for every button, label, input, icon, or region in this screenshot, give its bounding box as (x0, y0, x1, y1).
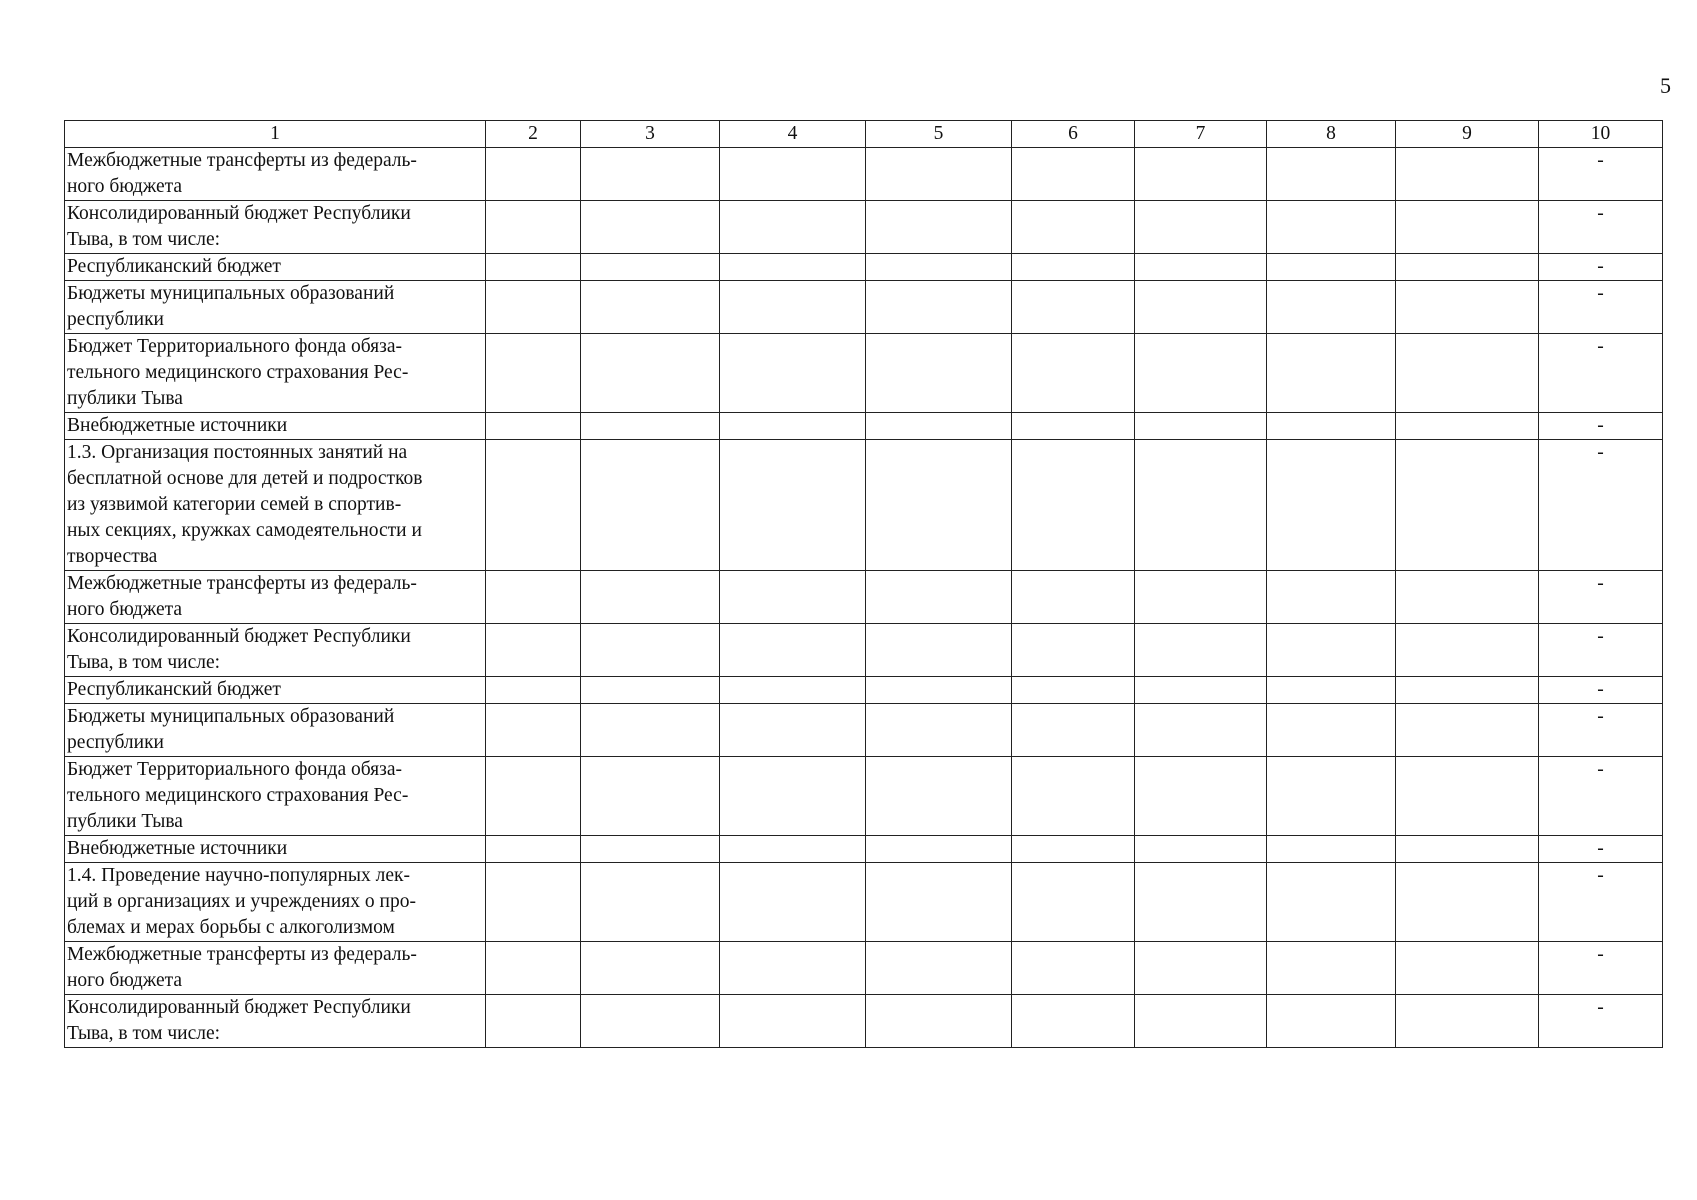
table-header-row (65, 121, 1663, 148)
row-description-line: Внебюджетные источники (67, 838, 288, 859)
row-description-line: Бюджеты муниципальных образований (67, 283, 395, 304)
empty-value-cell (486, 334, 581, 413)
empty-value-cell (486, 201, 581, 254)
column-10-value: - (1539, 413, 1663, 440)
empty-value-cell (486, 571, 581, 624)
empty-value-cell (1012, 995, 1135, 1048)
empty-value-cell (720, 201, 866, 254)
row-description-line: ного бюджета (67, 970, 183, 991)
table-row (65, 571, 1663, 624)
empty-value-cell (720, 281, 866, 334)
column-number-header: 7 (1135, 121, 1267, 148)
empty-value-cell (581, 281, 720, 334)
column-10-value: - (1539, 440, 1663, 571)
column-10-value: - (1539, 757, 1663, 836)
empty-value-cell (1012, 440, 1135, 571)
column-10-value: - (1539, 334, 1663, 413)
empty-value-cell (1135, 677, 1267, 704)
column-number-header: 8 (1267, 121, 1396, 148)
empty-value-cell (1135, 413, 1267, 440)
empty-value-cell (720, 254, 866, 281)
empty-value-cell (486, 863, 581, 942)
empty-value-cell (1396, 148, 1539, 201)
row-description-line: бесплатной основе для детей и подростков (67, 468, 423, 489)
column-number-header: 3 (581, 121, 720, 148)
empty-value-cell (581, 254, 720, 281)
row-description-line: публики Тыва (67, 388, 183, 409)
column-10-value: - (1539, 836, 1663, 863)
empty-value-cell (720, 624, 866, 677)
row-description-line: ций в организациях и учреждениях о про- (67, 891, 416, 912)
empty-value-cell (1267, 677, 1396, 704)
empty-value-cell (866, 281, 1012, 334)
row-description-line: ных секциях, кружках самодеятельности и (67, 520, 422, 541)
empty-value-cell (720, 863, 866, 942)
row-description-line: Республиканский бюджет (67, 679, 281, 700)
empty-value-cell (486, 254, 581, 281)
table-row (65, 863, 1663, 942)
table-row (65, 281, 1663, 334)
page-number: 5 (1660, 73, 1671, 98)
empty-value-cell (866, 148, 1012, 201)
empty-value-cell (720, 334, 866, 413)
empty-value-cell (1267, 704, 1396, 757)
column-number-header: 2 (486, 121, 581, 148)
empty-value-cell (1135, 836, 1267, 863)
row-description-line: Тыва, в том числе: (67, 652, 221, 673)
row-description-line: 1.3. Организация постоянных занятий на (67, 442, 408, 463)
row-description-line: Тыва, в том числе: (67, 229, 221, 250)
empty-value-cell (866, 704, 1012, 757)
empty-value-cell (1267, 281, 1396, 334)
empty-value-cell (720, 677, 866, 704)
row-description-line: Республиканский бюджет (67, 256, 281, 277)
row-description-line: ного бюджета (67, 176, 183, 197)
column-10-value: - (1539, 995, 1663, 1048)
empty-value-cell (486, 677, 581, 704)
empty-value-cell (581, 836, 720, 863)
empty-value-cell (1012, 757, 1135, 836)
row-description-line: Межбюджетные трансферты из федераль- (67, 573, 417, 594)
row-description (65, 942, 486, 995)
empty-value-cell (720, 413, 866, 440)
empty-value-cell (720, 942, 866, 995)
column-10-value: - (1539, 624, 1663, 677)
empty-value-cell (1135, 201, 1267, 254)
empty-value-cell (866, 254, 1012, 281)
empty-value-cell (1267, 995, 1396, 1048)
empty-value-cell (866, 836, 1012, 863)
empty-value-cell (1396, 836, 1539, 863)
empty-value-cell (866, 757, 1012, 836)
empty-value-cell (1012, 413, 1135, 440)
empty-value-cell (866, 863, 1012, 942)
empty-value-cell (1267, 863, 1396, 942)
row-description-line: тельного медицинского страхования Рес- (67, 362, 409, 383)
empty-value-cell (720, 571, 866, 624)
empty-value-cell (1012, 704, 1135, 757)
empty-value-cell (1396, 863, 1539, 942)
empty-value-cell (581, 413, 720, 440)
empty-value-cell (720, 704, 866, 757)
empty-value-cell (1396, 995, 1539, 1048)
empty-value-cell (866, 942, 1012, 995)
column-number-header: 5 (866, 121, 1012, 148)
row-description (65, 254, 486, 281)
row-description-line: Консолидированный бюджет Республики (67, 626, 411, 647)
empty-value-cell (1012, 942, 1135, 995)
row-description (65, 440, 486, 571)
row-description-line: публики Тыва (67, 811, 183, 832)
empty-value-cell (486, 624, 581, 677)
column-10-value: - (1539, 571, 1663, 624)
empty-value-cell (1396, 942, 1539, 995)
empty-value-cell (486, 757, 581, 836)
empty-value-cell (1012, 281, 1135, 334)
row-description-line: Внебюджетные источники (67, 415, 288, 436)
column-number-header: 10 (1539, 121, 1663, 148)
empty-value-cell (486, 995, 581, 1048)
row-description (65, 624, 486, 677)
table-row (65, 440, 1663, 571)
empty-value-cell (866, 677, 1012, 704)
empty-value-cell (1135, 571, 1267, 624)
empty-value-cell (1135, 440, 1267, 571)
empty-value-cell (866, 334, 1012, 413)
row-description (65, 281, 486, 334)
column-10-value: - (1539, 254, 1663, 281)
row-description-line: тельного медицинского страхования Рес- (67, 785, 409, 806)
empty-value-cell (866, 571, 1012, 624)
empty-value-cell (1396, 757, 1539, 836)
row-description (65, 863, 486, 942)
table-row (65, 677, 1663, 704)
empty-value-cell (581, 624, 720, 677)
empty-value-cell (1267, 254, 1396, 281)
empty-value-cell (1012, 334, 1135, 413)
empty-value-cell (486, 440, 581, 571)
empty-value-cell (1135, 281, 1267, 334)
empty-value-cell (866, 413, 1012, 440)
table-row (65, 334, 1663, 413)
empty-value-cell (720, 757, 866, 836)
row-description-line: республики (67, 309, 164, 330)
column-10-value: - (1539, 201, 1663, 254)
row-description (65, 757, 486, 836)
empty-value-cell (1267, 440, 1396, 571)
row-description (65, 201, 486, 254)
table-row (65, 201, 1663, 254)
row-description (65, 836, 486, 863)
empty-value-cell (866, 995, 1012, 1048)
empty-value-cell (581, 942, 720, 995)
empty-value-cell (1267, 757, 1396, 836)
empty-value-cell (486, 836, 581, 863)
empty-value-cell (1396, 624, 1539, 677)
column-number-header: 4 (720, 121, 866, 148)
column-10-value: - (1539, 281, 1663, 334)
empty-value-cell (1135, 148, 1267, 201)
empty-value-cell (1012, 201, 1135, 254)
empty-value-cell (1396, 254, 1539, 281)
column-10-value: - (1539, 704, 1663, 757)
empty-value-cell (720, 440, 866, 571)
empty-value-cell (720, 995, 866, 1048)
row-description-line: ного бюджета (67, 599, 183, 620)
empty-value-cell (581, 757, 720, 836)
column-number-header: 1 (65, 121, 486, 148)
empty-value-cell (1396, 440, 1539, 571)
empty-value-cell (1135, 624, 1267, 677)
empty-value-cell (1135, 334, 1267, 413)
table-row (65, 995, 1663, 1048)
empty-value-cell (866, 440, 1012, 571)
empty-value-cell (581, 201, 720, 254)
empty-value-cell (1267, 413, 1396, 440)
column-10-value: - (1539, 863, 1663, 942)
empty-value-cell (1267, 624, 1396, 677)
empty-value-cell (1267, 836, 1396, 863)
row-description-line: Межбюджетные трансферты из федераль- (67, 944, 417, 965)
column-number-header: 9 (1396, 121, 1539, 148)
empty-value-cell (1012, 677, 1135, 704)
row-description (65, 148, 486, 201)
empty-value-cell (1267, 201, 1396, 254)
column-10-value: - (1539, 677, 1663, 704)
empty-value-cell (581, 995, 720, 1048)
table-row (65, 836, 1663, 863)
row-description (65, 704, 486, 757)
empty-value-cell (1267, 148, 1396, 201)
row-description (65, 995, 486, 1048)
row-description-line: блемах и мерах борьбы с алкоголизмом (67, 917, 395, 938)
empty-value-cell (581, 440, 720, 571)
empty-value-cell (1396, 201, 1539, 254)
empty-value-cell (1135, 863, 1267, 942)
column-10-value: - (1539, 942, 1663, 995)
empty-value-cell (1012, 148, 1135, 201)
empty-value-cell (581, 677, 720, 704)
empty-value-cell (1396, 571, 1539, 624)
column-10-value: - (1539, 148, 1663, 201)
empty-value-cell (486, 281, 581, 334)
row-description-line: творчества (67, 546, 158, 567)
empty-value-cell (1135, 995, 1267, 1048)
empty-value-cell (1135, 254, 1267, 281)
row-description (65, 571, 486, 624)
empty-value-cell (866, 624, 1012, 677)
row-description-line: Тыва, в том числе: (67, 1023, 221, 1044)
empty-value-cell (1396, 704, 1539, 757)
empty-value-cell (1012, 836, 1135, 863)
empty-value-cell (1135, 704, 1267, 757)
empty-value-cell (581, 863, 720, 942)
row-description-line: Бюджеты муниципальных образований (67, 706, 395, 727)
empty-value-cell (1012, 624, 1135, 677)
empty-value-cell (1267, 942, 1396, 995)
empty-value-cell (1135, 757, 1267, 836)
row-description-line: Консолидированный бюджет Республики (67, 997, 411, 1018)
empty-value-cell (1012, 863, 1135, 942)
table-row (65, 624, 1663, 677)
empty-value-cell (1267, 334, 1396, 413)
row-description-line: 1.4. Проведение научно-популярных лек- (67, 865, 410, 886)
column-number-header: 6 (1012, 121, 1135, 148)
empty-value-cell (486, 148, 581, 201)
table-row (65, 254, 1663, 281)
empty-value-cell (581, 334, 720, 413)
empty-value-cell (486, 704, 581, 757)
row-description-line: Консолидированный бюджет Республики (67, 203, 411, 224)
empty-value-cell (1135, 942, 1267, 995)
table-row (65, 704, 1663, 757)
empty-value-cell (866, 201, 1012, 254)
empty-value-cell (1396, 413, 1539, 440)
empty-value-cell (486, 413, 581, 440)
row-description (65, 413, 486, 440)
table-row (65, 413, 1663, 440)
empty-value-cell (1396, 281, 1539, 334)
row-description (65, 334, 486, 413)
row-description-line: Межбюджетные трансферты из федераль- (67, 150, 417, 171)
empty-value-cell (1267, 571, 1396, 624)
row-description-line: Бюджет Территориального фонда обяза- (67, 336, 402, 357)
empty-value-cell (720, 836, 866, 863)
empty-value-cell (1012, 254, 1135, 281)
table-row (65, 942, 1663, 995)
row-description (65, 677, 486, 704)
row-description-line: республики (67, 732, 164, 753)
budget-table (64, 120, 1663, 1048)
row-description-line: из уязвимой категории семей в спортив- (67, 494, 402, 515)
empty-value-cell (1396, 334, 1539, 413)
empty-value-cell (581, 704, 720, 757)
table-row (65, 148, 1663, 201)
empty-value-cell (581, 148, 720, 201)
empty-value-cell (720, 148, 866, 201)
empty-value-cell (1396, 677, 1539, 704)
empty-value-cell (1012, 571, 1135, 624)
row-description-line: Бюджет Территориального фонда обяза- (67, 759, 402, 780)
empty-value-cell (581, 571, 720, 624)
empty-value-cell (486, 942, 581, 995)
table-row (65, 757, 1663, 836)
